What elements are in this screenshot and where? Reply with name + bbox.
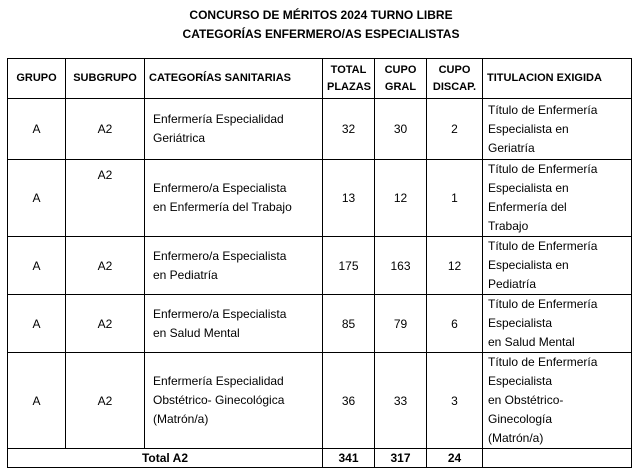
titulacion-line: Título de Enfermería xyxy=(488,355,598,369)
cell-grupo: A xyxy=(8,237,66,295)
cell-grupo: A xyxy=(8,99,66,160)
categories-table xyxy=(7,58,632,468)
table-row xyxy=(8,99,632,160)
cell-total: 32 xyxy=(323,99,375,160)
header-cupo-gral xyxy=(375,59,427,99)
cell-categoria xyxy=(145,99,323,160)
cell-subgrupo: A2 xyxy=(66,99,145,160)
header-subgrupo: SUBGRUPO xyxy=(66,59,145,99)
total-row xyxy=(8,449,632,468)
categoria-line: Enfermería Especialidad xyxy=(153,112,284,126)
cell-subgrupo: A2 xyxy=(66,160,145,237)
cell-titulacion xyxy=(483,99,632,160)
header-titulacion: TITULACION EXIGIDA xyxy=(483,59,632,99)
cell-total: 85 xyxy=(323,295,375,353)
titulacion-line: Título de Enfermería xyxy=(488,162,598,176)
cell-categoria xyxy=(145,160,323,237)
header-row xyxy=(8,59,632,99)
categoria-line: en Enfermería del Trabajo xyxy=(153,200,292,214)
titulacion-line: Especialista en xyxy=(488,121,569,136)
cell-categoria xyxy=(145,295,323,353)
categoria-line: Obstétrico- Ginecológica xyxy=(153,393,285,407)
header-total-plazas xyxy=(323,59,375,99)
titulacion-line: Pediatría xyxy=(488,277,537,291)
titulacion-line: Trabajo xyxy=(488,219,529,233)
cell-discap: 1 xyxy=(427,160,483,237)
titulacion-line: Especialista en xyxy=(488,181,569,195)
cell-total: 175 xyxy=(323,237,375,295)
cell-titulacion xyxy=(483,295,632,353)
cell-categoria xyxy=(145,237,323,295)
header-cupo-discap xyxy=(427,59,483,99)
cell-categoria xyxy=(145,353,323,449)
cell-gral: 30 xyxy=(375,99,427,160)
categoria-line: Enfermero/a Especialista xyxy=(153,181,287,195)
titulacion-line: Título de Enfermería xyxy=(488,297,598,311)
cell-gral: 79 xyxy=(375,295,427,353)
titulacion-line: Especialista xyxy=(488,316,553,330)
table-row xyxy=(8,295,632,353)
titulacion-line: Título de Enfermería xyxy=(488,102,598,117)
categoria-line: (Matrón/a) xyxy=(153,412,209,426)
categoria-line: en Salud Mental xyxy=(153,325,240,340)
header-discap-line1: CUPO xyxy=(438,63,471,76)
cell-titulacion xyxy=(483,353,632,449)
titulacion-line: Especialista xyxy=(488,374,553,388)
cell-titulacion xyxy=(483,237,632,295)
header-grupo: GRUPO xyxy=(8,59,66,99)
cell-gral: 163 xyxy=(375,237,427,295)
total-label: Total A2 xyxy=(8,449,323,468)
cell-subgrupo: A2 xyxy=(66,295,145,353)
titulacion-line: Ginecología xyxy=(488,412,553,426)
total-plazas-value: 341 xyxy=(323,449,375,468)
categoria-line: Enfermero/a Especialista xyxy=(153,248,287,263)
titulacion-line: Especialista en xyxy=(488,258,569,272)
cell-titulacion xyxy=(483,160,632,237)
header-discap-line2: DISCAP. xyxy=(432,80,477,93)
document-title-line-2: CATEGORÍAS ENFERMERO/AS ESPECIALISTAS xyxy=(182,27,460,41)
cell-gral: 12 xyxy=(375,160,427,237)
titulacion-line: Título de Enfermería xyxy=(488,239,598,253)
cell-total: 36 xyxy=(323,353,375,449)
document-title-line-1: CONCURSO DE MÉRITOS 2024 TURNO LIBRE xyxy=(189,8,453,22)
cell-gral: 33 xyxy=(375,353,427,449)
categoria-line: Enfermero/a Especialista xyxy=(153,306,287,321)
categoria-line: Geriátrica xyxy=(153,131,206,145)
header-gral-line2: GRAL xyxy=(384,80,417,93)
total-titulacion-empty xyxy=(483,449,632,468)
table-row xyxy=(8,237,632,295)
header-categorias: CATEGORÍAS SANITARIAS xyxy=(145,59,323,99)
cell-discap: 12 xyxy=(427,237,483,295)
cell-discap: 6 xyxy=(427,295,483,353)
cell-grupo: A xyxy=(8,295,66,353)
cell-grupo: A xyxy=(8,160,66,237)
cell-discap: 2 xyxy=(427,99,483,160)
cell-total: 13 xyxy=(323,160,375,237)
total-gral-value: 317 xyxy=(375,449,427,468)
categoria-line: Enfermería Especialidad xyxy=(153,374,284,388)
titulacion-line: en Obstétrico- xyxy=(488,393,564,407)
header-total-line1: TOTAL xyxy=(330,63,367,76)
titulacion-line: Geriatría xyxy=(488,140,535,155)
header-total-line2: PLAZAS xyxy=(327,80,371,93)
cell-subgrupo: A2 xyxy=(66,353,145,449)
total-discap-value: 24 xyxy=(427,449,483,468)
cell-grupo: A xyxy=(8,353,66,449)
table-row xyxy=(8,353,632,449)
table-row xyxy=(8,160,632,237)
titulacion-line: Enfermería del xyxy=(488,200,567,214)
header-gral-line1: CUPO xyxy=(384,63,417,76)
titulacion-line: en Salud Mental xyxy=(488,335,575,349)
titulacion-line: (Matrón/a) xyxy=(488,431,544,445)
cell-discap: 3 xyxy=(427,353,483,449)
cell-subgrupo: A2 xyxy=(66,237,145,295)
categoria-line: en Pediatría xyxy=(153,267,218,282)
